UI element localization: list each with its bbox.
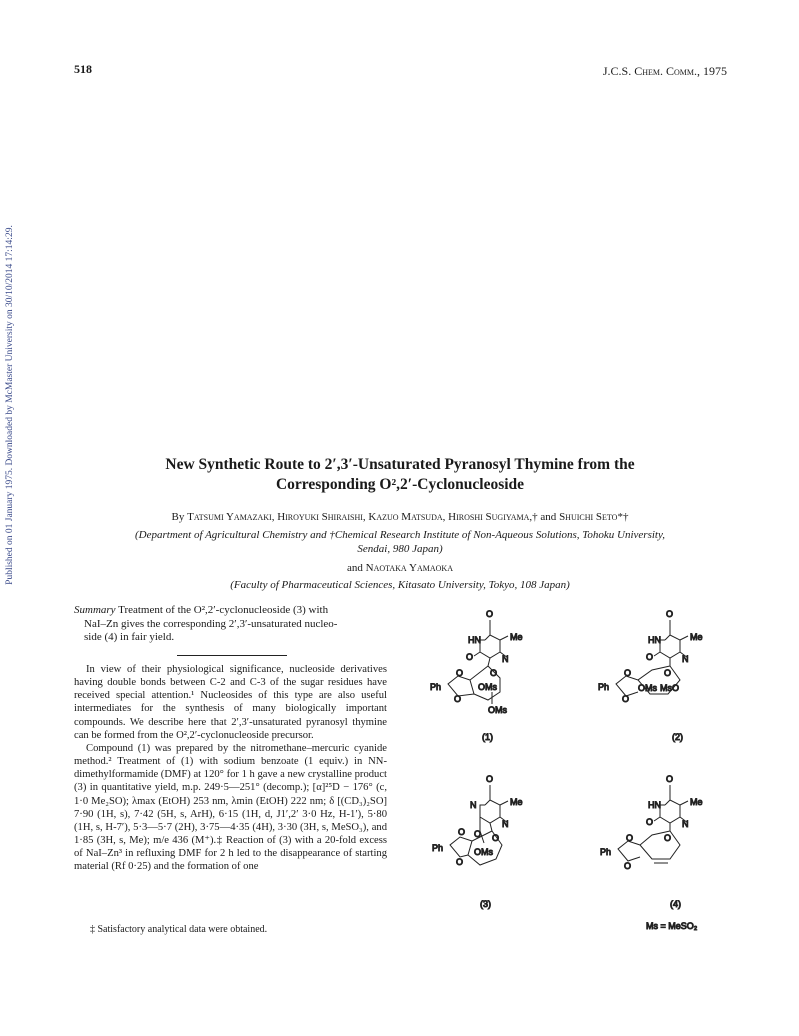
c1-label: (1): [482, 732, 493, 742]
c4-o-left: O: [646, 817, 654, 827]
c3-oms: OMs: [474, 847, 493, 857]
second-author-line: and Naotaka Yamaoka: [346, 562, 453, 574]
c2-o-left: O: [646, 652, 654, 662]
c2-o-ring2: O: [622, 694, 630, 704]
c3-n: N: [502, 819, 509, 829]
summary: Summary Treatment of the O²,2′-cyclonucleoside (3) with NaI–Zn gives the corresponding 2′,3′-unsaturated nucleo- side (4) in fair yield.: [74, 604, 338, 643]
c1-hn: HN: [468, 635, 481, 645]
c3-me: Me: [510, 797, 523, 807]
c4-ph: Ph: [600, 847, 612, 857]
c3-ph: Ph: [432, 843, 444, 853]
c1-me: Me: [510, 632, 523, 642]
body-text: [74, 663, 387, 874]
c3-o-top: O: [486, 774, 494, 784]
c2-mso: MsO: [660, 683, 679, 693]
c4-label: (4): [670, 899, 681, 909]
ms-legend: Ms = MeSO₂: [646, 921, 698, 931]
c1-oms1: OMs: [478, 682, 497, 692]
affiliation-2: (Faculty of Pharmaceutical Sciences, Kitasato University, Tokyo, 108 Japan): [230, 579, 570, 591]
c2-hn: HN: [648, 635, 661, 645]
paragraph-1: In view of their physiological significance, nucleoside derivatives having double bonds between C-2 and C-3 of the sugar residues have received special attention.¹ Nucleosides of this type are also useful intermediates for the synthesis of many biologically important compounds. We describe here that 2′,3′-unsaturated pyranosyl thymine can be formed from the O²,2′-cyclonucleoside precursor.: [74, 664, 387, 741]
structure-2: [598, 609, 703, 742]
c3-label: (3): [480, 899, 491, 909]
article-title: [60, 455, 740, 495]
c2-o-top: O: [666, 609, 674, 619]
footnote: ‡ Satisfactory analytical data were obtained.: [90, 924, 268, 935]
c1-n: N: [502, 654, 509, 664]
c1-o-top: O: [486, 609, 494, 619]
structure-3: [432, 774, 523, 909]
c2-o-ring3: O: [664, 668, 672, 678]
c3-o-ring: O: [458, 827, 466, 837]
c3-o-ring3: O: [492, 833, 500, 843]
c1-o-ring3: O: [490, 668, 498, 678]
c2-label: (2): [672, 732, 683, 742]
c3-o-ring2: O: [456, 857, 464, 867]
c4-hn: HN: [648, 800, 661, 810]
c2-o-ring: O: [624, 668, 632, 678]
title-line-2: Corresponding O²,2′-Cyclonucleoside: [275, 476, 525, 493]
affiliation-1: (Department of Agricultural Chemistry and †Chemical Research Institute of Non-Aqueous Solutions, Tohoku University, Sendai, 980 Japan): [135, 529, 665, 555]
c4-o-top: O: [666, 774, 674, 784]
c2-oms: OMs: [638, 683, 657, 693]
c2-me: Me: [690, 632, 703, 642]
author-list: By Tatsumi Yamazaki, Hiroyuki Shiraishi, Kazuo Matsuda, Hiroshi Sugiyama,† and Shuichi Seto*†: [171, 511, 629, 523]
structure-4: [600, 774, 703, 931]
page-number: 518: [74, 62, 92, 76]
structure-1: [430, 609, 523, 742]
c4-n: N: [682, 819, 689, 829]
c4-o-ring3: O: [664, 833, 672, 843]
c3-o-bridge: O: [474, 829, 482, 839]
c1-ph: Ph: [430, 682, 442, 692]
paragraph-2: Compound (1) was prepared by the nitromethane–mercuric cyanide method.² Treatment of (1) with sodium benzoate (1 equiv.) in NN-dimethylformamide (DMF) at 120° for 1 h gave a new crystalline product (3) in quantitative yield, m.p. 249·5—251° (decomp.); [α]²⁵D − 176° (c, 1·0 Me₂SO); λmax (EtOH) 253 nm, λmin (EtOH) 222 nm; δ [(CD₃)₂SO] 7·90 (1H, s), 7·42 (5H, s, ArH), 6·15 (1H, d, J1′,2′ 3·0 Hz, H-1′), 5·80 (1H, s, H-7′), 5·3—5·7 (2H), 3·75—4·35 (4H), 3·30 (3H, s, MeSO₃), and 1·85 (3H, s, Me); m/e 436 (M⁺).‡ Reaction of (3) with a 20-fold excess of NaI–Zn³ in refluxing DMF for 2 h led to the disappearance of starting material (Rf 0·25) and the formation of one: [74, 742, 387, 873]
c1-o-ring2: O: [454, 694, 462, 704]
c4-me: Me: [690, 797, 703, 807]
c4-o-ring: O: [626, 833, 634, 843]
c4-o-ring2: O: [624, 861, 632, 871]
c1-o-left: O: [466, 652, 474, 662]
title-line-1: New Synthetic Route to 2′,3′-Unsaturated Pyranosyl Thymine from the: [165, 456, 635, 473]
c3-n1: N: [470, 800, 477, 810]
download-watermark: Published on 01 January 1975. Downloaded by McMaster University on 30/10/2014 17:14:29.: [5, 225, 15, 585]
running-head: J.C.S. Chem. Comm., 1975: [602, 64, 727, 78]
chemical-structures: [430, 600, 760, 931]
summary-divider: [177, 655, 287, 656]
c1-o-ring: O: [456, 668, 464, 678]
c2-ph: Ph: [598, 682, 610, 692]
c2-n: N: [682, 654, 689, 664]
c1-oms2: OMs: [488, 705, 507, 715]
